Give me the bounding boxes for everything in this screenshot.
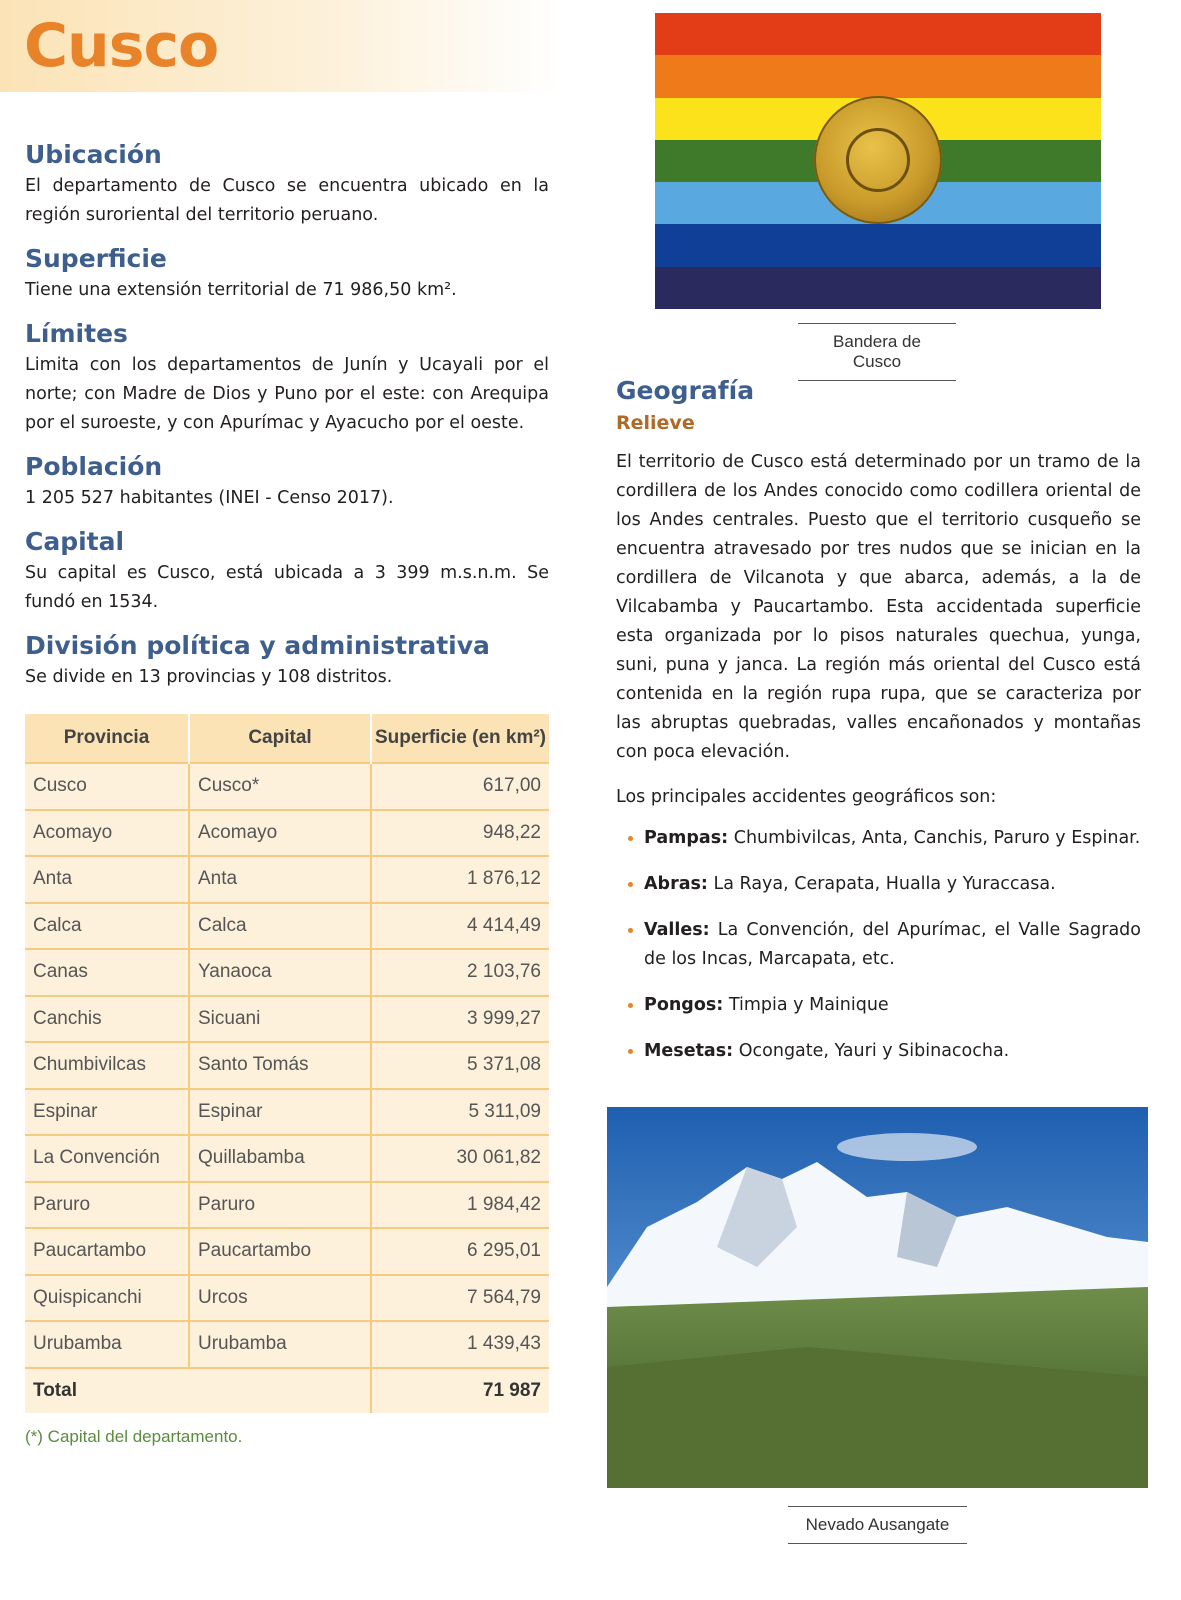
list-item-text: Timpia y Mainique (728, 995, 889, 1015)
text-ubicacion: El departamento de Cusco se encuentra ubicado en la región suroriental del territorio peruano. (25, 176, 549, 225)
section-ubicacion (25, 138, 549, 230)
flag-stripe (655, 55, 1101, 97)
table-row (25, 1321, 549, 1368)
cell-superficie: 6 295,01 (371, 1228, 549, 1275)
cell-superficie: 1 984,42 (371, 1182, 549, 1229)
cell-provincia: Paruro (25, 1182, 189, 1229)
photo-caption: Nevado Ausangate (788, 1506, 967, 1544)
heading-limites: Límites (25, 319, 128, 348)
heading-geografia: Geografía (616, 376, 755, 405)
list-item-text: La Convención, del Apurímac, el Valle Sagrado de los Incas, Marcapata, etc. (644, 920, 1141, 969)
table-row (25, 949, 549, 996)
cell-capital: Espinar (189, 1089, 371, 1136)
cell-provincia: Canchis (25, 996, 189, 1043)
heading-poblacion: Población (25, 452, 163, 481)
list-item-label: Mesetas: (644, 1041, 734, 1061)
flag-stripe (655, 13, 1101, 55)
text-poblacion: 1 205 527 habitantes (INEI - Censo 2017). (25, 488, 394, 508)
heading-superficie: Superficie (25, 244, 167, 273)
text-limites: Limita con los departamentos de Junín y Ucayali por el norte; con Madre de Dios y Puno por el este: con Arequipa por el suroeste, y con Apurímac y Ayacucho por el oeste. (25, 355, 549, 433)
table-row (25, 763, 549, 810)
flag-caption: Bandera de Cusco (798, 323, 956, 381)
cell-provincia: Cusco (25, 763, 189, 810)
sun-emblem-icon (814, 96, 942, 224)
table-total-row (25, 1368, 549, 1414)
table-row (25, 1135, 549, 1182)
flag-stripe (655, 224, 1101, 266)
page-title: Cusco (24, 11, 219, 81)
cell-capital: Quillabamba (189, 1135, 371, 1182)
left-column (25, 138, 549, 1447)
list-item-text: La Raya, Cerapata, Hualla y Yuraccasa. (713, 874, 1056, 894)
cell-superficie: 5 311,09 (371, 1089, 549, 1136)
list-item (616, 916, 1141, 974)
cell-provincia: Acomayo (25, 810, 189, 857)
cell-superficie: 7 564,79 (371, 1275, 549, 1322)
cell-provincia: Calca (25, 903, 189, 950)
mountain-photo (607, 1107, 1148, 1488)
right-column (616, 374, 1141, 1083)
cell-capital: Urubamba (189, 1321, 371, 1368)
cell-superficie: 2 103,76 (371, 949, 549, 996)
text-relieve: El territorio de Cusco está determinado por un tramo de la cordillera de los Andes conocido como codillera oriental de los Andes centrales. Puesto que el territorio cusqueño se encuentra atravesado por tres nudos que se inician en la cordillera de Vilcanota y que abarca, además, a la de Vilcabamba y Paucartambo. Esta accidentada superficie esta organizada por lo pisos naturales quechua, yunga, suni, puna y janca. La región más oriental del Cusco está contenida en la región rupa rupa, que se caracteriza por las abruptas quebradas, valles encañonados y montañas con poca elevación. (616, 452, 1141, 762)
cell-superficie: 948,22 (371, 810, 549, 857)
cell-capital: Calca (189, 903, 371, 950)
cell-provincia: Quispicanchi (25, 1275, 189, 1322)
header-superficie: Superficie (en km²) (371, 714, 549, 763)
table-row (25, 1182, 549, 1229)
sun-face-icon (846, 128, 910, 192)
header-provincia: Provincia (25, 714, 189, 763)
table-row (25, 903, 549, 950)
section-capital (25, 525, 549, 617)
cell-superficie: 1 439,43 (371, 1321, 549, 1368)
cell-superficie: 1 876,12 (371, 856, 549, 903)
accidents-list (616, 824, 1141, 1066)
table-row (25, 996, 549, 1043)
list-item (616, 824, 1141, 853)
table-row (25, 1042, 549, 1089)
table-row (25, 856, 549, 903)
cell-capital: Cusco* (189, 763, 371, 810)
flag-image (655, 13, 1101, 309)
section-division (25, 629, 549, 692)
cell-provincia: Chumbivilcas (25, 1042, 189, 1089)
provinces-table (25, 714, 549, 1413)
cell-capital: Urcos (189, 1275, 371, 1322)
table-footnote: (*) Capital del departamento. (25, 1427, 243, 1446)
cell-superficie: 5 371,08 (371, 1042, 549, 1089)
flag-stripe (655, 267, 1101, 309)
cell-provincia: La Convención (25, 1135, 189, 1182)
table-row (25, 1228, 549, 1275)
total-label: Total (25, 1368, 371, 1414)
cell-capital: Santo Tomás (189, 1042, 371, 1089)
section-poblacion (25, 450, 549, 513)
cell-superficie: 4 414,49 (371, 903, 549, 950)
cell-superficie: 3 999,27 (371, 996, 549, 1043)
cell-capital: Anta (189, 856, 371, 903)
list-item-label: Pampas: (644, 828, 729, 848)
list-item (616, 991, 1141, 1020)
text-intro: Los principales accidentes geográficos son: (616, 787, 997, 807)
cell-capital: Paruro (189, 1182, 371, 1229)
cell-superficie: 617,00 (371, 763, 549, 810)
cell-capital: Yanaoca (189, 949, 371, 996)
table-body (25, 763, 549, 1368)
subheading-relieve: Relieve (616, 412, 695, 434)
list-item (616, 1037, 1141, 1066)
nevado-ausangate-image (607, 1107, 1148, 1488)
text-division: Se divide en 13 provincias y 108 distritos. (25, 667, 393, 687)
total-value: 71 987 (371, 1368, 549, 1414)
section-limites (25, 317, 549, 438)
table-row (25, 1089, 549, 1136)
table-header-row (25, 714, 549, 763)
table-row (25, 1275, 549, 1322)
heading-ubicacion: Ubicación (25, 140, 162, 169)
list-item-text: Chumbivilcas, Anta, Canchis, Paruro y Espinar. (733, 828, 1141, 848)
heading-capital: Capital (25, 527, 125, 556)
cell-capital: Paucartambo (189, 1228, 371, 1275)
section-superficie (25, 242, 549, 305)
cell-provincia: Paucartambo (25, 1228, 189, 1275)
text-superficie: Tiene una extensión territorial de 71 986,50 km². (25, 280, 457, 300)
cell-provincia: Urubamba (25, 1321, 189, 1368)
cell-provincia: Canas (25, 949, 189, 996)
cell-provincia: Anta (25, 856, 189, 903)
header-capital: Capital (189, 714, 371, 763)
cell-capital: Acomayo (189, 810, 371, 857)
list-item-label: Valles: (644, 920, 710, 940)
list-item-label: Pongos: (644, 995, 724, 1015)
table-row (25, 810, 549, 857)
list-item-text: Ocongate, Yauri y Sibinacocha. (738, 1041, 1010, 1061)
cell-superficie: 30 061,82 (371, 1135, 549, 1182)
cell-provincia: Espinar (25, 1089, 189, 1136)
heading-division: División política y administrativa (25, 631, 490, 660)
cell-capital: Sicuani (189, 996, 371, 1043)
text-capital: Su capital es Cusco, está ubicada a 3 399 m.s.n.m. Se fundó en 1534. (25, 563, 549, 612)
list-item (616, 870, 1141, 899)
list-item-label: Abras: (644, 874, 708, 894)
